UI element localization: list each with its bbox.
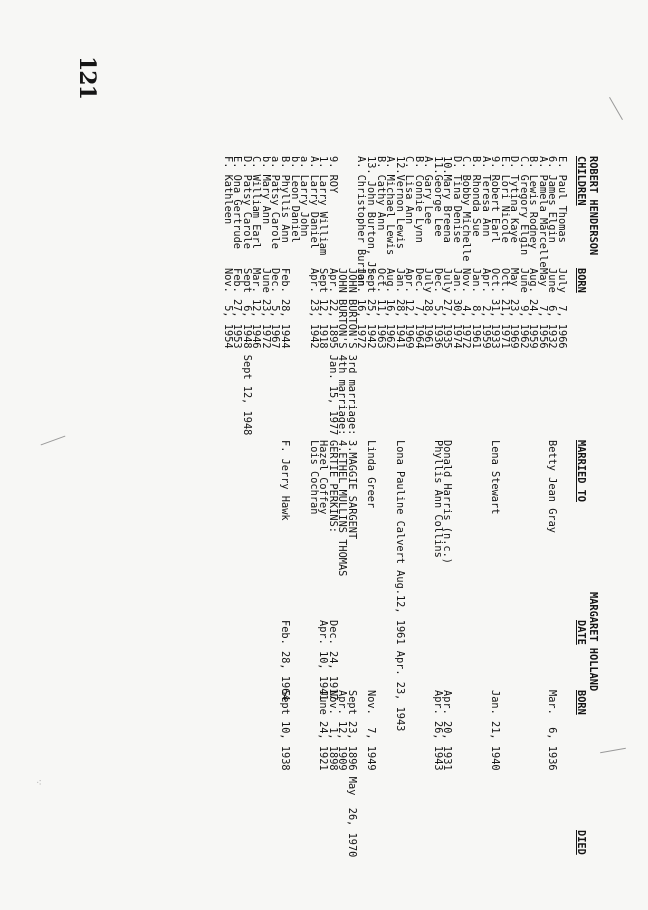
table-cell: 1. Larry William (317, 156, 330, 256)
table-cell (432, 830, 442, 855)
table-cell: A. Pamela Marcelle (536, 156, 549, 268)
table-cell: D. Tytina Kaye (508, 156, 521, 243)
table-cell: Jan. 16, 1972 (355, 268, 368, 349)
table-cell: Aug. 24, 1959 (527, 268, 540, 349)
page-number: 121 (74, 56, 100, 99)
table-cell: B. Rhonda Sue (469, 156, 482, 237)
children-column (222, 156, 585, 286)
table-cell: B. Connie Lynn (412, 156, 425, 243)
table-cell: May 7, 1956 (536, 268, 549, 349)
table-cell (518, 830, 528, 855)
table-cell (556, 620, 566, 701)
table-cell: 10.Mary Breena (441, 156, 454, 243)
table-cell (232, 830, 242, 855)
table-cell (270, 830, 280, 855)
column-heading: DIED (575, 830, 587, 855)
table-cell: Dec. 7, 1964 (412, 268, 425, 349)
table-cell (537, 830, 547, 855)
table-cell (327, 830, 337, 855)
table-cell (385, 830, 395, 855)
table-cell: A. Michael Lewis (384, 156, 397, 256)
table-cell: Lona Pauline Calvert Aug.12, 1961 Apr. 23, 1943 (393, 440, 406, 732)
table-cell: Apr. 22, 1895 Jan. 15, 1977 (326, 268, 339, 436)
table-cell (499, 620, 509, 701)
table-cell: Apr. 2, 1959 (479, 268, 492, 349)
table-cell: May 23, 1969 (508, 268, 521, 349)
father-name: ROBERT HENDERSON (587, 156, 599, 256)
table-cell: Apr. 12, 1969 (403, 268, 416, 349)
table-cell (537, 620, 547, 701)
column-heading: MARRIED TO (575, 440, 587, 502)
table-cell (394, 830, 404, 855)
table-cell (509, 620, 519, 701)
table-cell: Jan. 28, 1941 (393, 268, 406, 349)
table-cell: C. Bobby Michelle (460, 156, 473, 262)
table-cell: D. Patsy Carole (240, 156, 253, 249)
table-cell: Lois Cochran (307, 440, 320, 515)
column-heading: CHILDREN (575, 156, 587, 206)
table-cell (413, 620, 423, 701)
table-cell: JOHN BURTON'S 3rd marriage: (345, 268, 358, 436)
table-cell (499, 830, 509, 855)
table-cell (480, 620, 490, 701)
table-cell: A. Teresa Ann (479, 156, 492, 237)
table-cell: Jan. 8, 1961 (469, 268, 482, 349)
table-cell (280, 830, 290, 855)
table-cell: F. Jerry Hawk (279, 440, 292, 521)
table-cell: June 23, 1972 (259, 268, 272, 349)
table-cell (556, 830, 566, 855)
table-cell (222, 830, 232, 855)
table-cell (299, 268, 309, 435)
table-cell: Nov. 7, 1949 (364, 690, 377, 771)
table-cell: A. Christopher Burton (355, 156, 368, 287)
table-cell: Nov. 1, 1898 (326, 690, 339, 771)
table-cell: GERTIE PERKINS: (326, 440, 339, 533)
table-cell (241, 620, 251, 701)
table-cell: B. Phyllis Ann (279, 156, 292, 243)
table-cell: Lena Stewart (489, 440, 502, 515)
table-cell (375, 830, 385, 855)
table-cell: Apr. 23, 1942 (307, 268, 320, 349)
table-cell: a. Larry John (298, 156, 311, 237)
table-cell (222, 620, 232, 701)
table-cell: Feb. 27, 1953 (231, 268, 244, 349)
table-cell: Sept 12, 1918 (317, 268, 330, 349)
table-cell (413, 830, 423, 855)
table-cell: 13. John Burton, Jr. (364, 156, 377, 280)
table-cell (375, 620, 385, 701)
table-cell (260, 830, 270, 855)
table-cell: Oct. 21, 1971 (498, 268, 511, 349)
table-cell: JOHN BURTON'S 4th marriage: (336, 268, 349, 436)
born-column (222, 268, 585, 435)
table-cell (394, 620, 404, 701)
table-cell: June 6, 1932 (546, 268, 559, 349)
table-cell: Oct. 11, 1963 (374, 268, 387, 349)
table-cell (518, 620, 528, 701)
table-cell: a. Patsy Carole (269, 156, 282, 249)
table-cell (404, 830, 414, 855)
table-cell: 4.ETHEL MULLINS THOMAS (336, 440, 349, 577)
genealogy-record-sheet (97, 150, 597, 910)
table-cell: C. Lisa Ann (403, 156, 416, 225)
table-cell: Apr. 26, 1943 (431, 690, 444, 771)
table-cell: C. William Earl (250, 156, 263, 249)
table-cell: Sept 23, 1896 May 26, 1970 (345, 690, 358, 858)
table-cell: Mar. 12, 1946 (250, 268, 263, 349)
table-cell (461, 620, 471, 701)
table-cell: 11.George Lee (431, 156, 444, 237)
table-cell: E. Lori Nicole (498, 156, 511, 243)
table-cell (490, 620, 500, 701)
table-cell: Linda Greer (364, 440, 377, 509)
table-cell: Jan. 30, 1974 (450, 268, 463, 349)
table-cell: A. Gary Lee (422, 156, 435, 225)
table-cell (451, 830, 461, 855)
table-cell (318, 830, 328, 855)
table-cell: Dec. 5, 1967 (269, 268, 282, 349)
margin-mark (600, 748, 626, 753)
table-cell (356, 620, 366, 701)
table-cell (404, 620, 414, 701)
table-cell (356, 830, 366, 855)
table-cell: Aug. 16, 1962 (384, 268, 397, 349)
table-cell (509, 830, 519, 855)
table-cell: Nov. 4, 1972 (460, 268, 473, 349)
table-cell (241, 830, 251, 855)
column-heading: DATE (575, 620, 587, 645)
margin-mark (609, 97, 623, 120)
table-cell (232, 620, 242, 701)
table-cell (299, 830, 309, 855)
table-cell (365, 830, 375, 855)
table-cell: b. Mary Ann (259, 156, 272, 225)
table-cell (451, 620, 461, 701)
table-cell: July 7, 1966 (555, 268, 568, 349)
table-cell: Feb. 28, 1944 (279, 268, 292, 349)
table-cell: Donald Harris (n.c.) (441, 440, 454, 564)
table-cell: B. Cathy Ann (374, 156, 387, 231)
mother-name: MARGARET HOLLAND (587, 592, 599, 692)
table-cell: July 27, 1935 (441, 268, 454, 349)
spouse-died-column (222, 830, 585, 855)
column-heading: BORN (575, 690, 587, 715)
table-cell (490, 830, 500, 855)
table-cell: Sept 6, 1948 Sept 12, 1948 (240, 268, 253, 436)
table-cell: Betty Jean Gray (546, 440, 559, 533)
table-cell: E. Paul Thomas (555, 156, 568, 243)
table-cell: 9. ROY (326, 156, 339, 194)
table-cell: b. Leon Daniel (288, 156, 301, 243)
table-cell: Hazel Coffey (317, 440, 330, 515)
table-cell: Apr. 20, 1931 (441, 690, 454, 771)
table-cell (260, 620, 270, 701)
table-cell: A. Larry Daniel (307, 156, 320, 249)
table-cell: E. Ona Gertrude (231, 156, 244, 249)
table-cell: F. Kathleen (221, 156, 234, 225)
table-cell: Apr. 12, 1909 (336, 690, 349, 771)
table-cell (289, 830, 299, 855)
table-cell (346, 620, 356, 701)
table-cell (442, 830, 452, 855)
table-cell: D. Tina Denise (450, 156, 463, 243)
table-cell: July 28, 1961 (422, 268, 435, 349)
table-cell: Phyllis Ann Collins (431, 440, 444, 558)
table-cell (470, 620, 480, 701)
table-cell (528, 830, 538, 855)
table-cell: Dec. 5, 1936 (431, 268, 444, 349)
column-heading: BORN (575, 268, 587, 293)
table-cell: Dec. 24, 1917 (326, 620, 339, 701)
table-cell (346, 830, 356, 855)
date-column (222, 620, 585, 701)
table-cell (547, 620, 557, 701)
table-cell (461, 830, 471, 855)
table-cell (308, 830, 318, 855)
table-cell (528, 620, 538, 701)
table-cell: 6. James Elgin (546, 156, 559, 243)
table-cell: 3.MAGGIE SARGENT (345, 440, 358, 540)
table-cell: Nov. 5, 1954 (221, 268, 234, 349)
table-cell: Sept 25, 1942 (364, 268, 377, 349)
table-cell (299, 620, 309, 701)
table-cell: Jan. 21, 1940 (489, 690, 502, 771)
table-cell: Oct. 31, 1933 (489, 268, 502, 349)
table-cell: 12.Vernon Lewis (393, 156, 406, 249)
table-cell (385, 620, 395, 701)
table-cell (251, 620, 261, 701)
table-cell: 9. Robert Earl (489, 156, 502, 243)
table-cell: Feb. 28, 1964 (279, 620, 292, 701)
table-cell: June 24, 1921 (317, 690, 330, 771)
table-cell: B. Lewis Rodney (527, 156, 540, 249)
table-cell (470, 830, 480, 855)
table-cell (251, 830, 261, 855)
table-cell: Sept 10, 1938 (279, 690, 292, 771)
table-cell: Apr. 10, 1941 (317, 620, 330, 701)
table-cell (423, 620, 433, 701)
table-cell (337, 830, 347, 855)
table-cell: June 9, 1962 (517, 268, 530, 349)
margin-mark (41, 436, 66, 446)
table-cell: Mar. 6, 1936 (546, 690, 559, 771)
table-cell (365, 620, 375, 701)
table-cell (432, 620, 442, 701)
table-cell (480, 830, 490, 855)
table-cell (442, 620, 452, 701)
table-cell (547, 830, 557, 855)
smudge-mark: ⁖ (36, 778, 42, 789)
table-cell: C. Gregory Elgin (517, 156, 530, 256)
table-cell (423, 830, 433, 855)
